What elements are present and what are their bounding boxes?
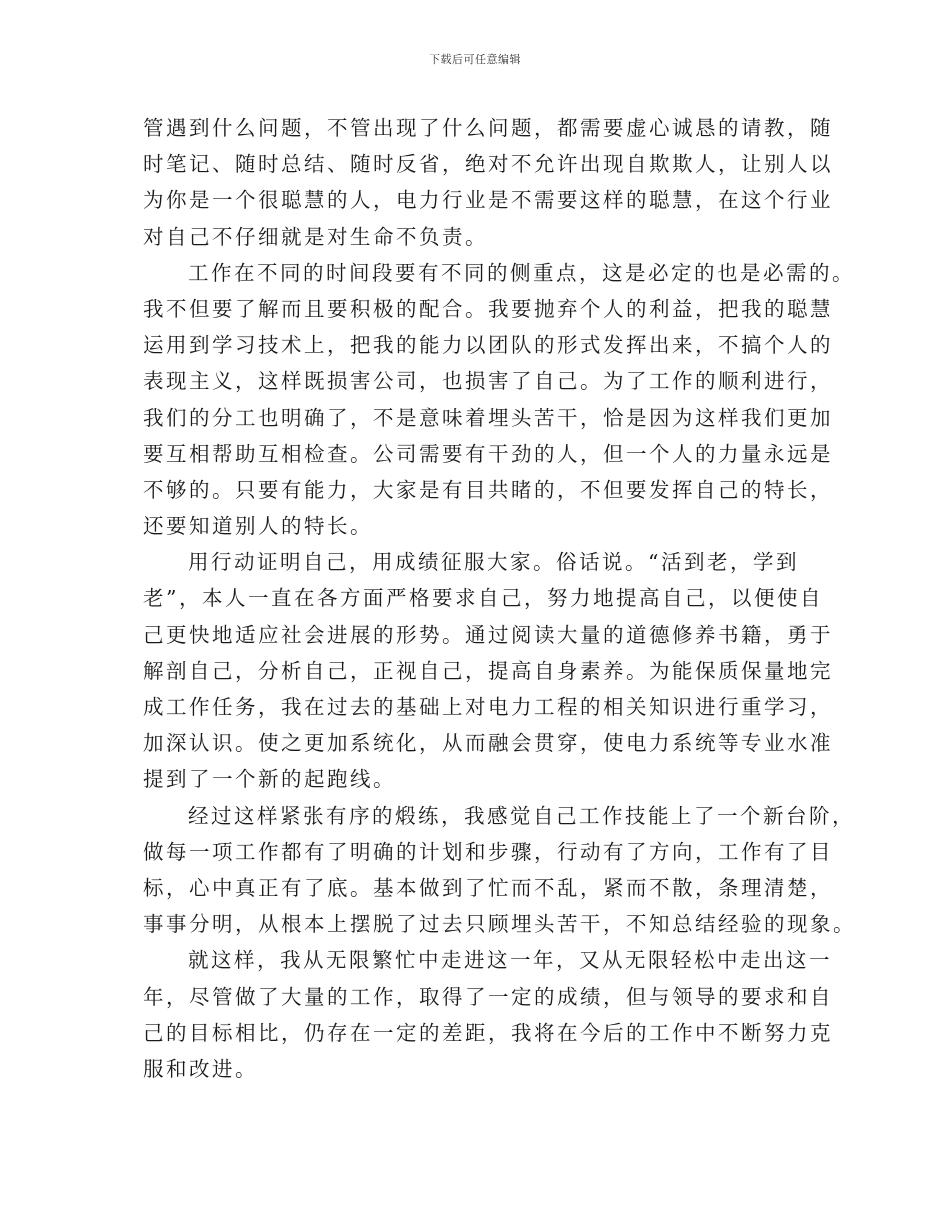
paragraph — [143, 255, 855, 545]
text-line: 用行动证明自己，用成绩征服大家。俗话说。“活到老，学到 — [188, 550, 799, 575]
text-line: 成工作任务，我在过去的基础上对电力工程的相关知识进行重学习， — [143, 695, 833, 719]
page-header: 下载后可任意编辑 — [429, 53, 521, 66]
text-line: 管遇到什么问题，不管出现了什么问题，都需要虚心诚恳的请教，随 — [143, 116, 833, 140]
text-line: 时笔记、随时总结、随时反省，绝对不允许出现自欺欺人，让别人以 — [143, 152, 833, 177]
text-line: 我们的分工也明确了，不是意味着埋头苦干，恰是因为这样我们更加 — [143, 405, 833, 430]
text-line: 老”，本人一直在各方面严格要求自己，努力地提高自己，以便使自 — [143, 586, 823, 611]
text-line: 解剖自己，分析自己，正视自己，提高自身素养。为能保质保量地完 — [143, 658, 833, 683]
text-line: 为你是一个很聪慧的人，电力行业是不需要这样的聪慧，在这个行业 — [143, 188, 833, 213]
text-line: 标，心中真正有了底。基本做到了忙而不乱，紧而不散，条理清楚， — [143, 875, 833, 900]
text-line: 己更快地适应社会进展的形势。通过阅读大量的道德修养书籍，勇于 — [143, 622, 833, 647]
text-line: 对自己不仔细就是对生命不负责。 — [143, 224, 488, 249]
text-line: 就这样，我从无限繁忙中走进这一年，又从无限轻松中走出这一 — [188, 948, 832, 973]
text-line: 工作在不同的时间段要有不同的侧重点，这是必定的也是必需的。 — [188, 260, 855, 285]
text-line: 事事分明，从根本上摆脱了过去只顾埋头苦干，不知总结经验的现象。 — [143, 912, 856, 937]
text-line: 经过这样紧张有序的煅练，我感觉自己工作技能上了一个新台阶， — [188, 803, 855, 828]
text-line: 服和改进。 — [143, 1056, 258, 1081]
text-line: 我不但要了解而且要积极的配合。我要抛弃个人的利益，把我的聪慧 — [143, 296, 833, 321]
text-line: 表现主义，这样既损害公司，也损害了自己。为了工作的顺利进行， — [143, 369, 833, 394]
text-line: 年，尽管做了大量的工作，取得了一定的成绩，但与领导的要求和自 — [143, 984, 833, 1009]
text-line: 己的目标相比，仍存在一定的差距，我将在今后的工作中不断努力克 — [143, 1020, 833, 1045]
text-line: 做每一项工作都有了明确的计划和步骤，行动有了方向，工作有了目 — [143, 839, 833, 864]
paragraph — [143, 110, 833, 255]
text-line: 提到了一个新的起跑线。 — [143, 767, 396, 792]
paragraph — [143, 942, 833, 1087]
paragraph — [143, 798, 856, 943]
paragraph — [143, 544, 833, 797]
document-body — [143, 110, 856, 1087]
text-line: 不够的。只要有能力，大家是有目共睹的，不但要发挥自己的特长， — [143, 477, 833, 502]
text-line: 还要知道别人的特长。 — [143, 514, 373, 539]
text-line: 加深认识。使之更加系统化，从而融会贯穿，使电力系统等专业水准 — [143, 731, 833, 756]
text-line: 要互相帮助互相检查。公司需要有干劲的人，但一个人的力量永远是 — [143, 441, 833, 466]
text-line: 运用到学习技术上，把我的能力以团队的形式发挥出来，不搞个人的 — [143, 333, 833, 358]
